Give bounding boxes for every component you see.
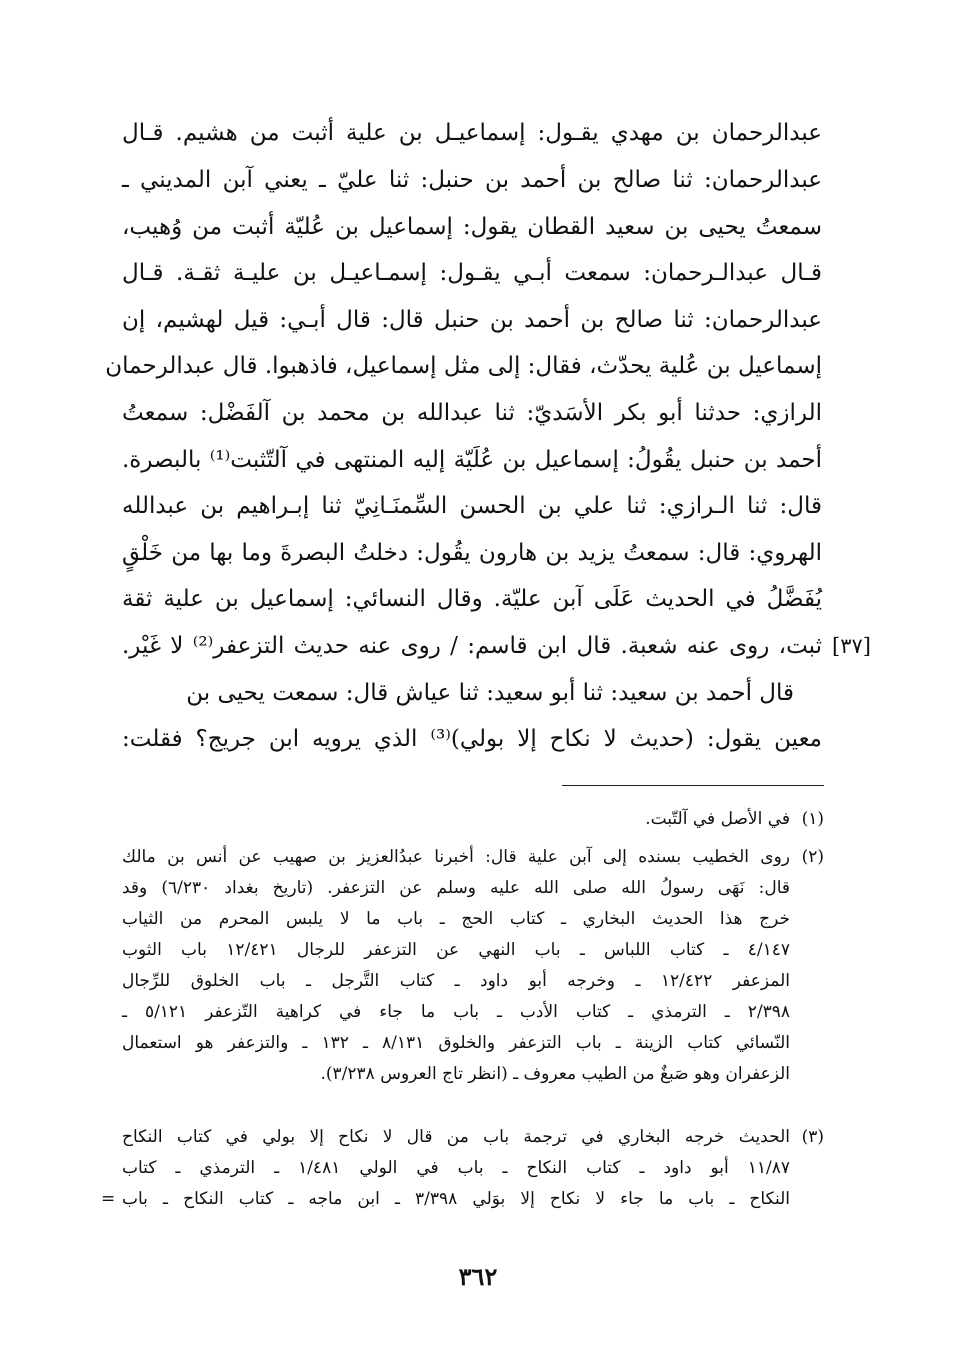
footnote-number: (١) bbox=[801, 809, 824, 829]
footnote-line: ٢/٣٩٨ ـ الترمذي ـ كتاب الأدب ـ باب ما جاء في كراهية التّزعفر ٥/١٢١ ـ bbox=[122, 1002, 790, 1022]
text-line: عبدالرحمان: ثنا صالح بن أحمد بن حنبل قال: قال أبـي: قيل لهشيم، إن bbox=[122, 307, 822, 333]
footnote-line: ١١/٨٧ أبو داود ـ كتاب النكاح ـ باب في الولي ١/٤٨١ ـ الترمذي ـ كتاب bbox=[122, 1158, 790, 1178]
footnote-separator bbox=[562, 785, 824, 786]
text-line: قال: ثنا الـرازي: ثنا علي بن الحسن السِّمنَـانِيّ ثنا إبـراهيم بن عبدالله bbox=[122, 493, 822, 519]
margin-page-marker: [٣٧] bbox=[832, 634, 871, 658]
footnote-line: النّسائي كتاب الزينة ـ باب التزعفر والخلوق ٨/١٣١ ـ ١٣٢ ـ والتزعفر هو استعمال bbox=[122, 1033, 790, 1053]
text-line: عبدالرحمان بن مهدي يقـول: إسماعيـل بن علية أثبت من هشيم. قـال bbox=[122, 120, 822, 146]
footnote-line: النكاح ـ باب ما جاء لا نكاح إلا بوَلي ٣/٣٩٨ ـ ابن ماجه ـ كتاب النكاح ـ باب bbox=[122, 1189, 791, 1209]
footnote-line: ٤/١٤٧ ـ كتاب اللباس ـ باب النهي عن التزعفر للرجال ١٢/٤٢١ باب الثوب bbox=[122, 940, 790, 960]
text-line: سمعتُ يحيى بن سعيد القطان يقول: إسماعيل بن عُليّة أثبت من وُهيب، bbox=[122, 214, 822, 240]
text-line: معين يقول: (حديث لا نكاح إلا بولي)⁽³⁾ الذي يرويه ابن جريج؟ فقلت: bbox=[122, 726, 822, 752]
footnote-line: خرج هذا الحديث البخاري ـ كتاب الحج ـ باب ما لا يلبس المحرم من الثياب bbox=[122, 909, 790, 929]
footnote-number: (٢) bbox=[801, 847, 824, 867]
continuation-mark: = bbox=[101, 1189, 116, 1209]
text-line: يُفَضَّلُ في الحديث عَلَى آبن عليّة. وقال النسائي: إسماعيل بن علية ثقة bbox=[122, 586, 822, 612]
footnote-line: الحديث خرجه البخاري في ترجمة باب من قال لا نكاح إلا بولي في كتاب النكاح bbox=[122, 1127, 790, 1147]
footnote-line: في الأصل في آلتّبت. bbox=[645, 809, 790, 829]
footnote-line: المزعفر ١٢/٤٢٢ ـ وخرجه أبو داود ـ كتاب التَّرجل ـ باب الخلوق للرِّجال bbox=[122, 971, 790, 991]
footnote-line: الزعفران وهو صَبغٌ من الطيب معروف ـ (انظر تاج العروس ٣/٢٣٨). bbox=[320, 1064, 790, 1084]
page-number: ٣٦٢ bbox=[458, 1262, 498, 1291]
text-line: الرازي: حدثنا أبو بكر الأسَديّ: ثنا عبدالله بن محمد بن آلفَضْل: سمعتُ bbox=[122, 400, 822, 426]
text-line: إسماعيل بن عُلية يحدّث، فقال: إلى مثل إسماعيل، فاذهبوا. قال عبدالرحمان bbox=[105, 353, 822, 379]
footnote-number: (٣) bbox=[801, 1127, 824, 1147]
footnote-line: قال: نَهَى رسولُ الله صلى الله عليه وسلم عن التزعفر. (تاريخ بغداد ٦/٢٣٠) وقد bbox=[122, 878, 790, 898]
text-line: الهروي: قال: سمعتُ يزيد بن هارون يقُول: دخلتُ البصرةَ وما بها من خَلْقٍ bbox=[122, 540, 822, 566]
text-line: عبدالرحمان: ثنا صالح بن أحمد بن حنبل: ثنا عليّ ـ يعني آبن المديني ـ bbox=[122, 167, 822, 193]
footnote-line: روى الخطيب بسنده إلى آبن علية قال: أخبرنا عبدُالعزيز بن صهيب عن أنس بن مالك bbox=[122, 847, 790, 867]
text-line: قال أحمد بن سعيد: ثنا أبو سعيد: ثنا عياش قال: سمعت يحيى بن bbox=[186, 680, 794, 706]
text-line: قـال عبدالـرحمان: سمعت أبـي يقـول: إسمـاعيـل بن عليـة ثقـة. قـال bbox=[122, 260, 822, 286]
text-line: أحمد بن حنبل يقُولُ: إسماعيل بن عُلَيّة إليه المنتهى في آلتّثبت⁽¹⁾ بالبصرة. bbox=[122, 447, 822, 473]
text-line: ثبت، روى عنه شعبة. قال ابن قاسم: / روى عنه حديث التزعفر⁽²⁾ لا غَيْر. bbox=[122, 633, 822, 659]
